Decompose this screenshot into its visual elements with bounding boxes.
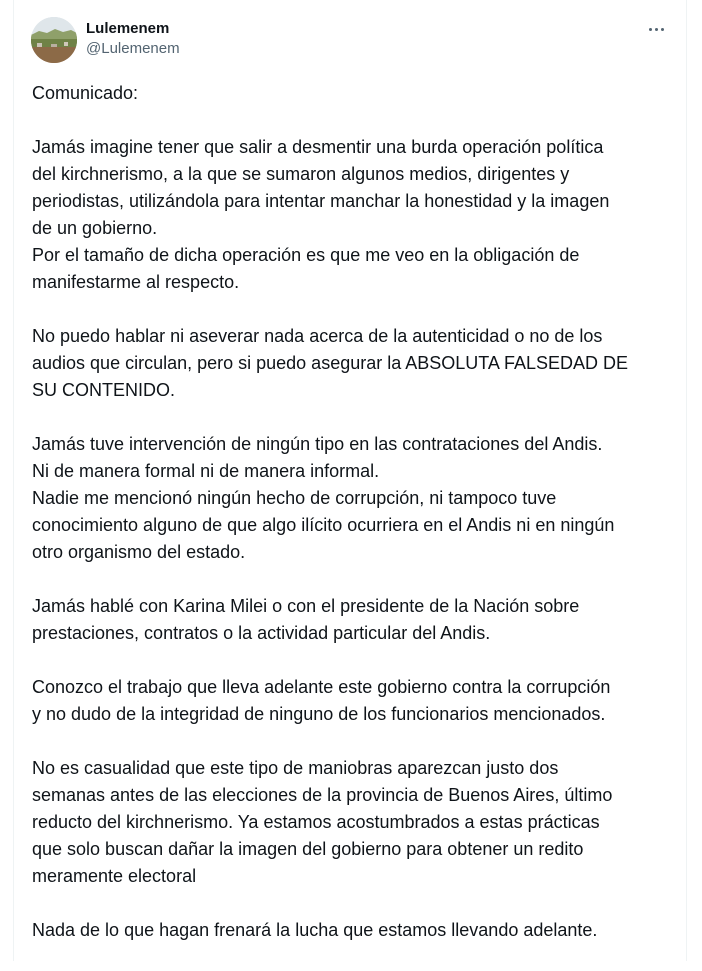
tweet-line: del kirchnerismo, a la que se sumaron algunos medios, dirigentes y (32, 164, 570, 184)
tweet-line: No puedo hablar ni aseverar nada acerca de la autenticidad o no de los (32, 326, 603, 346)
tweet-line: semanas antes de las elecciones de la provincia de Buenos Aires, último (32, 785, 613, 805)
tweet-paragraph (32, 755, 682, 890)
tweet-paragraph (32, 80, 682, 107)
tweet-line: prestaciones, contratos o la actividad particular del Andis. (32, 623, 491, 643)
tweet-line: SU CONTENIDO. (32, 380, 176, 400)
tweet-line: Jamás imagine tener que salir a desmentir una burda operación política (32, 137, 604, 157)
tweet-line: periodistas, utilizándola para intentar manchar la honestidad y la imagen (32, 191, 610, 211)
tweet-line: meramente electoral (32, 866, 197, 886)
avatar-landscape-image (31, 17, 77, 63)
tweet-paragraph (32, 431, 682, 566)
user-handle[interactable]: @Lulemenem (86, 40, 180, 57)
tweet-paragraph (32, 134, 682, 296)
tweet-line: reducto del kirchnerismo. Ya estamos acostumbrados a estas prácticas (32, 812, 600, 832)
tweet-paragraph (32, 674, 682, 728)
tweet-line: Ni de manera formal ni de manera informal. (32, 461, 380, 481)
tweet-line: Comunicado: (32, 83, 139, 103)
tweet-paragraph (32, 323, 682, 404)
tweet-line: conocimiento alguno de que algo ilícito ocurriera en el Andis ni en ningún (32, 515, 615, 535)
tweet-line: Jamás hablé con Karina Milei o con el presidente de la Nación sobre (32, 596, 580, 616)
tweet-text (32, 80, 682, 971)
tweet-line: audios que circulan, pero si puedo asegurar la ABSOLUTA FALSEDAD DE (32, 353, 628, 373)
tweet-line: No es casualidad que este tipo de maniobras aparezcan justo dos (32, 758, 559, 778)
tweet-line: Jamás tuve intervención de ningún tipo en las contrataciones del Andis. (32, 434, 603, 454)
tweet-line: Nada de lo que hagan frenará la lucha que estamos llevando adelante. (32, 920, 598, 940)
tweet-line: que solo buscan dañar la imagen del gobierno para obtener un redito (32, 839, 584, 859)
tweet-line: Conozco el trabajo que lleva adelante este gobierno contra la corrupción (32, 677, 611, 697)
tweet-line: de un gobierno. (32, 218, 158, 238)
tweet-line: otro organismo del estado. (32, 542, 246, 562)
tweet-paragraph (32, 593, 682, 647)
tweet-line: Nadie me mencionó ningún hecho de corrupción, ni tampoco tuve (32, 488, 557, 508)
tweet-line: y no dudo de la integridad de ninguno de los funcionarios mencionados. (32, 704, 606, 724)
tweet-line: manifestarme al respecto. (32, 272, 240, 292)
tweet-card (13, 0, 687, 961)
tweet-header (31, 17, 670, 63)
tweet-line: Por el tamaño de dicha operación es que me veo en la obligación de (32, 245, 580, 265)
user-names (86, 19, 180, 59)
tweet-paragraph (32, 917, 682, 944)
display-name[interactable]: Lulemenem (86, 20, 170, 37)
avatar[interactable] (31, 17, 77, 63)
more-horizontal-icon[interactable] (644, 19, 668, 39)
